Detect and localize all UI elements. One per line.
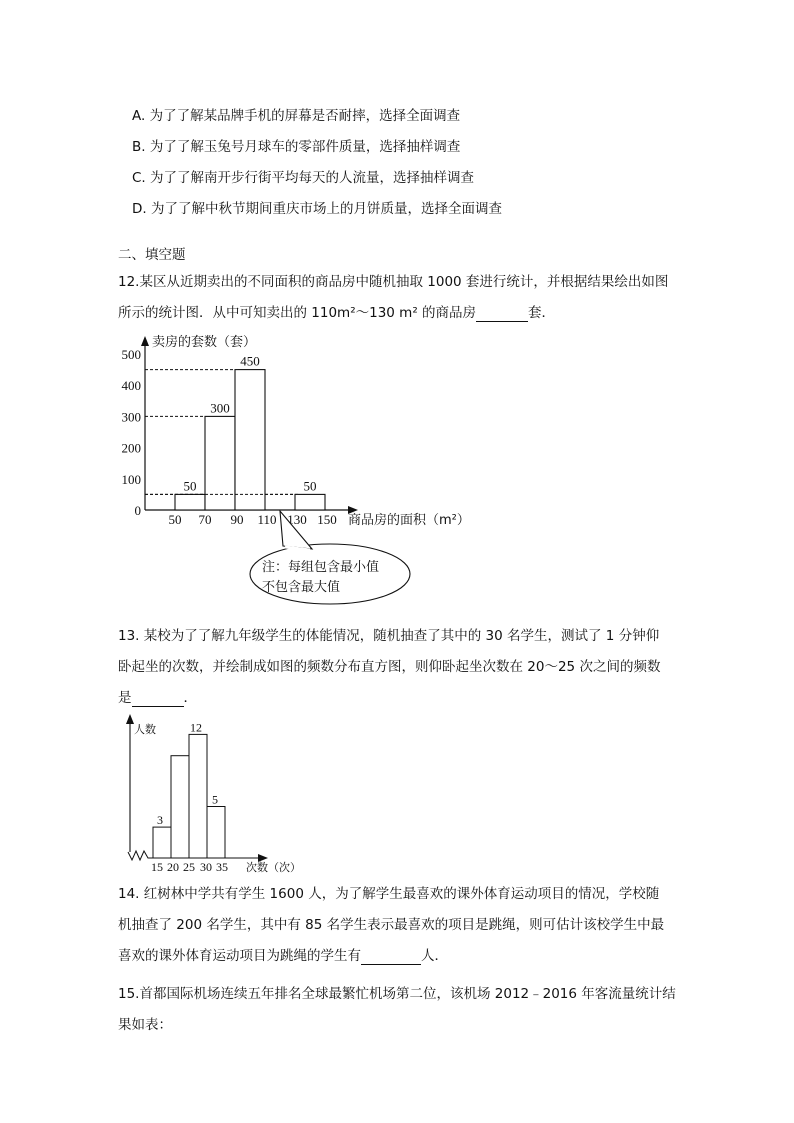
- q12-line1: 12.某区从近期卖出的不同面积的商品房中随机抽取 1000 套进行统计，并根据结果绘出如图: [118, 274, 669, 290]
- chart1-y-tick-label: 0: [134, 503, 141, 518]
- chart2-x-tick-label: 15: [151, 860, 163, 874]
- q13-line2: 卧起坐的次数，并绘制成如图的频数分布直方图，则仰卧起坐次数在 20～25 次之间的频数: [118, 659, 661, 675]
- q14-line2: 机抽查了 200 名学生，其中有 85 名学生表示最喜欢的项目是跳绳，则可估计该校学生中最: [118, 917, 665, 933]
- chart1-x-tick-label: 130: [287, 512, 307, 527]
- chart1-x-tick-label: 50: [168, 512, 182, 527]
- chart1-y-tick-label: 500: [121, 347, 141, 362]
- chart1-bar-label: 450: [240, 353, 260, 369]
- chart2-x-label: 次数（次）: [246, 861, 301, 874]
- chart2-bar-label: 3: [157, 813, 163, 828]
- chart1-note-line1: 注：每组包含最小值: [262, 560, 380, 575]
- chart1-y-tick-label: 400: [121, 378, 141, 394]
- chart1-x-tick-label: 110: [257, 512, 277, 527]
- chart1-y-tick-label: 300: [121, 409, 141, 425]
- option-d: D. 为了了解中秋节期间重庆市场上的月饼质量，选择全面调查: [132, 201, 502, 217]
- q13-line1: 13. 某校为了了解九年级学生的体能情况，随机抽查了其中的 30 名学生，测试了 1 分钟仰: [118, 628, 660, 644]
- chart1-bar-label: 300: [210, 400, 230, 416]
- q13-text-after: ．: [183, 690, 197, 706]
- chart2-y-arrow: [126, 714, 134, 724]
- chart2-axis-break: [128, 851, 152, 860]
- chart2-x-tick-label: 20: [167, 860, 179, 874]
- q12-text-after: 套．: [528, 305, 556, 321]
- q15-line2: 果如表：: [118, 1017, 172, 1033]
- chart2-x-tick-label: 25: [183, 860, 195, 874]
- option-b: B. 为了了解玉兔号月球车的零部件质量，选择抽样调查: [132, 139, 461, 155]
- chart2-x-tick-label: 30: [200, 860, 212, 874]
- chart1-x-tick-label: 90: [230, 512, 244, 527]
- chart1-x-label: 商品房的面积（m²）: [348, 513, 470, 528]
- chart1-y-tick-label: 100: [121, 471, 141, 487]
- chart1-note-line2: 不包含最大值: [262, 580, 341, 595]
- chart2-bar-label: 12: [190, 720, 202, 735]
- chart2-bar-label: 5: [212, 792, 218, 807]
- chart2-y-label: 人数: [134, 723, 156, 736]
- chart2-bar: [171, 756, 189, 858]
- q12-text-before: 所示的统计图．从中可知卖出的 110m²～130 m² 的商品房: [118, 305, 477, 321]
- chart1-bar-label: 50: [303, 478, 317, 494]
- option-a: A. 为了了解某品牌手机的屏幕是否耐摔，选择全面调查: [132, 108, 461, 124]
- chart2-bar: [189, 734, 207, 858]
- q14-text-after: 人．: [421, 948, 448, 964]
- q15-line1: 15.首都国际机场连续五年排名全球最繁忙机场第二位，该机场 2012﹣2016 年客流量统计结: [118, 986, 676, 1002]
- chart1-y-label: 卖房的套数（套）: [152, 335, 257, 350]
- option-c: C. 为了了解南开步行街平均每天的人流量，选择抽样调查: [132, 170, 475, 186]
- q14-answer-blank: [361, 948, 421, 965]
- q13-text-before: 是: [118, 690, 132, 706]
- chart2-x-tick-label: 35: [216, 860, 228, 874]
- q14-line1: 14. 红树林中学共有学生 1600 人，为了解学生最喜欢的课外体育运动项目的情况，学校随: [118, 886, 660, 902]
- section-title: 二、填空题: [118, 247, 186, 263]
- chart1-bar-label: 50: [183, 478, 197, 494]
- chart1-x-tick-label: 70: [198, 512, 212, 527]
- chart1-y-tick-label: 200: [121, 440, 141, 456]
- chart2-bar: [153, 827, 171, 858]
- q14-line3: [118, 944, 448, 965]
- chart1-x-tick-label: 150: [317, 512, 337, 527]
- q14-text-before: 喜欢的课外体育运动项目为跳绳的学生有: [118, 948, 361, 964]
- chart2-bar: [207, 807, 225, 859]
